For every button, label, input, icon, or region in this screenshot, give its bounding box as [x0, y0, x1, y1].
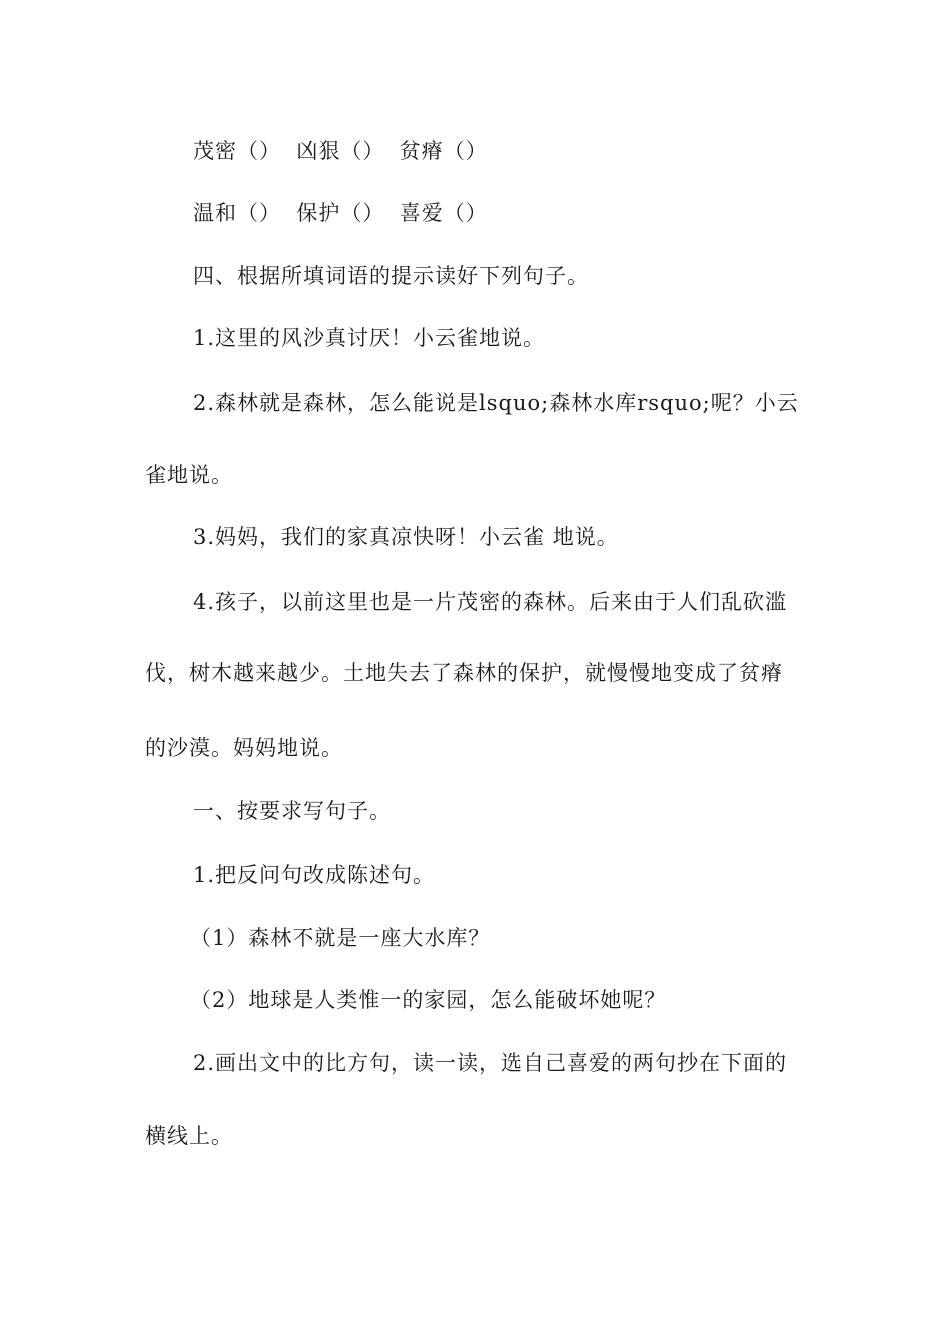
task-1-heading: 1.把反问句改成陈述句。	[193, 863, 436, 887]
sentence-4-line-1: 4.孩子，以前这里也是一片茂密的森林。后来由于人们乱砍滥	[193, 590, 788, 614]
sentence-2-line-2: 雀地说。	[145, 463, 233, 487]
task-1-item-2: （2）地球是人类惟一的家园，怎么能破坏她呢？	[190, 988, 667, 1012]
section-four-heading: 四、根据所填词语的提示读好下列句子。	[193, 264, 589, 288]
word-pairs-line-1: 茂密（） 凶狠（） 贫瘠（）	[193, 139, 488, 163]
word-pairs-line-2: 温和（） 保护（） 喜爱（）	[193, 201, 488, 225]
sentence-1: 1.这里的风沙真讨厌！小云雀地说。	[193, 326, 546, 350]
section-one-heading: 一、按要求写句子。	[193, 799, 391, 823]
sentence-2-line-1: 2.森林就是森林，怎么能说是lsquo;森林水库rsquo;呢？小云	[193, 391, 799, 415]
sentence-3: 3.妈妈，我们的家真凉快呀！小云雀 地说。	[193, 525, 619, 549]
task-2-line-2: 横线上。	[145, 1124, 233, 1148]
task-1-item-1: （1）森林不就是一座大水库？	[190, 926, 491, 950]
sentence-4-line-3: 的沙漠。妈妈地说。	[145, 736, 343, 760]
task-2-line-1: 2.画出文中的比方句，读一读，选自己喜爱的两句抄在下面的	[193, 1051, 788, 1075]
sentence-4-line-2: 伐，树木越来越少。土地失去了森林的保护，就慢慢地变成了贫瘠	[145, 661, 783, 685]
